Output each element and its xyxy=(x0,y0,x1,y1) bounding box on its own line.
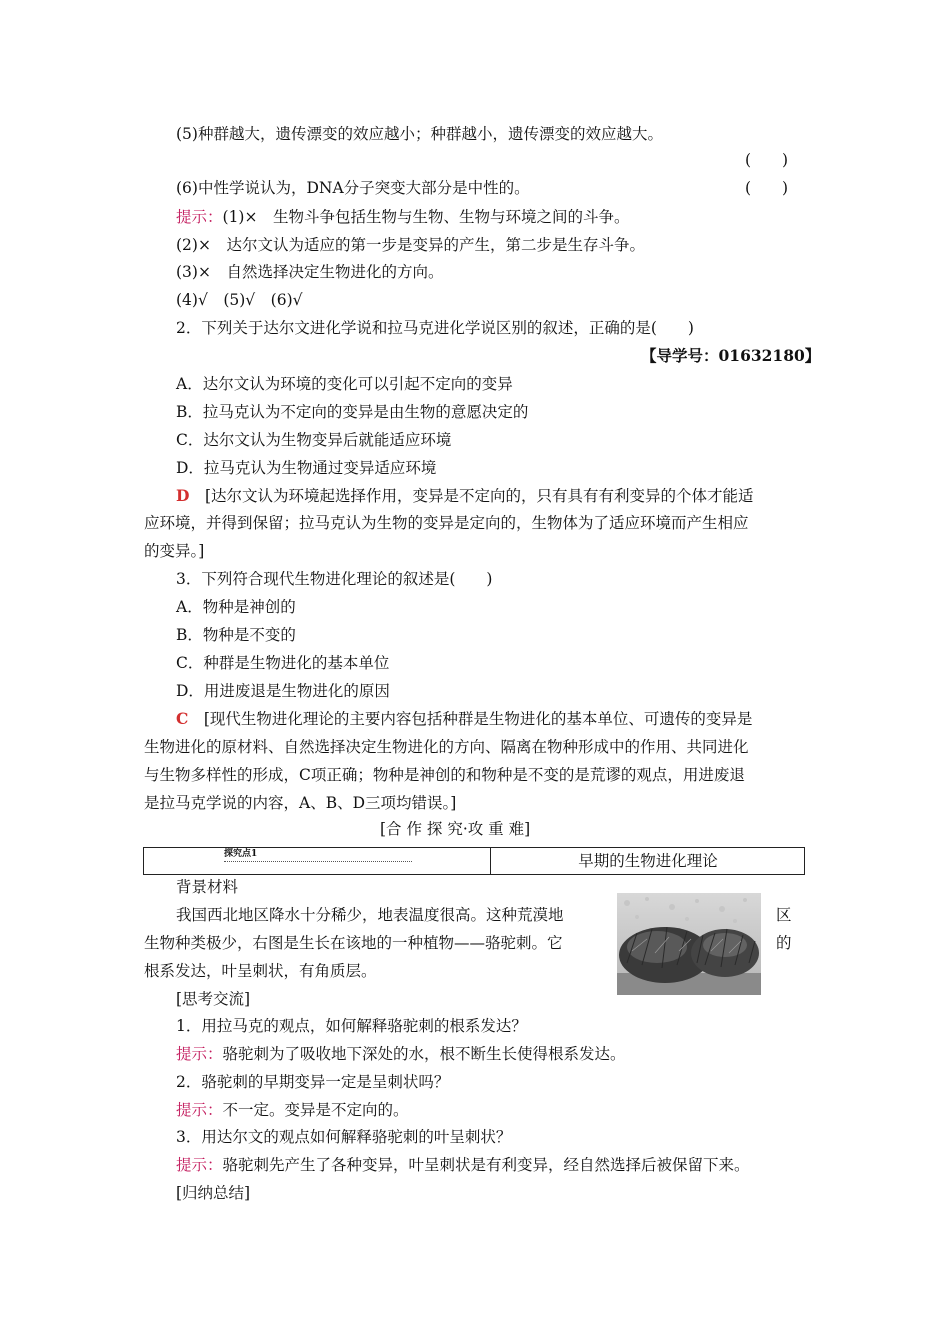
think-label: [思考交流] xyxy=(176,990,251,1008)
think-answer-3 xyxy=(176,1155,750,1175)
question-3-option-d: D．用进废退是生物进化的原因 xyxy=(176,682,390,700)
guide-number: 【导学号：01632180】 xyxy=(641,346,821,365)
hint-text: (1)× 生物斗争包括生物与生物、生物与环境之间的斗争。 xyxy=(222,208,630,226)
question-2-explanation-2: 应环境，并得到保留；拉马克认为生物的变异是定向的，生物体为了适应环境而产生相应 xyxy=(144,514,749,532)
question-2-explanation-3: 的变异。] xyxy=(144,542,205,560)
hint-line-4: (4)√ (5)√ (6)√ xyxy=(176,291,303,309)
think-question-1: 1．用拉马克的观点，如何解释骆驼刺的根系发达？ xyxy=(176,1017,527,1035)
question-3-explanation-1 xyxy=(176,709,752,729)
think-answer-1 xyxy=(176,1044,626,1064)
question-2-stem: 2．下列关于达尔文进化学说和拉马克进化学说区别的叙述，正确的是( ) xyxy=(176,319,694,337)
question-3-explanation-text: [现代生物进化理论的主要内容包括种群是生物进化的基本单位、可遗传的变异是 xyxy=(188,710,753,728)
background-text-1-tail: 区 xyxy=(776,906,792,924)
question-3-stem: 3．下列符合现代生物进化理论的叙述是( ) xyxy=(176,570,493,588)
banner-tag: 探究点1 xyxy=(224,849,258,859)
think-answer-2-text: 不一定。变异是不定向的。 xyxy=(222,1101,409,1119)
question-3-explanation-3: 与生物多样性的形成，C项正确；物种是神创的和物种是不变的是荒谬的观点，用进废退 xyxy=(144,766,745,784)
question-2-answer: D xyxy=(176,486,190,505)
question-2-option-b: B．拉马克认为不定向的变异是由生物的意愿决定的 xyxy=(176,403,529,421)
question-3-explanation-2: 生物进化的原材料、自然选择决定生物进化的方向、隔离在物种形成中的作用、共同进化 xyxy=(144,738,749,756)
question-2-explanation-text: [达尔文认为环境起选择作用，变异是不定向的，只有具有有利变异的个体才能适 xyxy=(189,487,754,505)
section-title: [合 作 探 究·攻 重 难] xyxy=(380,820,531,838)
hint-label: 提示： xyxy=(176,208,223,226)
hint-label: 提示： xyxy=(176,1101,223,1119)
section-banner xyxy=(143,847,805,875)
question-2-option-a: A．达尔文认为环境的变化可以引起不定向的变异 xyxy=(176,375,513,393)
think-answer-3-text: 骆驼刺先产生了各种变异，叶呈刺状是有利变异，经自然选择后被保留下来。 xyxy=(222,1156,750,1174)
hint-label: 提示： xyxy=(176,1156,223,1174)
statement-6: (6)中性学说认为，DNA分子突变大部分是中性的。 xyxy=(176,179,530,197)
background-text-2-tail: 的 xyxy=(776,934,792,952)
banner-title: 早期的生物进化理论 xyxy=(578,852,718,870)
hint-label: 提示： xyxy=(176,1045,223,1063)
background-text-2: 生物种类极少，右图是生长在该地的一种植物——骆驼刺。它 xyxy=(144,934,563,952)
question-3-option-b: B．物种是不变的 xyxy=(176,626,296,644)
question-3-option-a: A．物种是神创的 xyxy=(176,598,296,616)
think-question-2: 2．骆驼刺的早期变异一定是呈刺状吗？ xyxy=(176,1073,450,1091)
camelthorn-photo xyxy=(617,893,761,995)
hint-line-3: (3)× 自然选择决定生物进化的方向。 xyxy=(176,263,444,281)
question-3-answer: C xyxy=(176,709,189,728)
summary-label: [归纳总结] xyxy=(176,1184,251,1202)
background-text-1: 我国西北地区降水十分稀少，地表温度很高。这种荒漠地 xyxy=(176,906,564,924)
think-answer-2 xyxy=(176,1100,409,1120)
question-2-explanation-1 xyxy=(176,486,754,506)
banner-dotted-line xyxy=(224,861,412,862)
question-2-option-d: D．拉马克认为生物通过变异适应环境 xyxy=(176,459,437,477)
statement-5: (5)种群越大，遗传漂变的效应越小；种群越小，遗传漂变的效应越大。 xyxy=(176,125,663,143)
hint-line-1 xyxy=(176,207,629,227)
question-3-explanation-4: 是拉马克学说的内容，A、B、D三项均错误。] xyxy=(144,794,457,812)
answer-paren-5: ( ) xyxy=(745,151,789,169)
question-2-option-c: C．达尔文认为生物变异后就能适应环境 xyxy=(176,431,452,449)
answer-paren-6: ( ) xyxy=(745,179,789,197)
think-answer-1-text: 骆驼刺为了吸收地下深处的水，根不断生长使得根系发达。 xyxy=(222,1045,626,1063)
question-3-option-c: C．种群是生物进化的基本单位 xyxy=(176,654,390,672)
background-text-3: 根系发达，叶呈刺状，有角质层。 xyxy=(144,962,377,980)
think-question-3: 3．用达尔文的观点如何解释骆驼刺的叶呈刺状？ xyxy=(176,1128,512,1146)
background-label: 背景材料 xyxy=(176,878,239,896)
hint-line-2: (2)× 达尔文认为适应的第一步是变异的产生，第二步是生存斗争。 xyxy=(176,236,645,254)
